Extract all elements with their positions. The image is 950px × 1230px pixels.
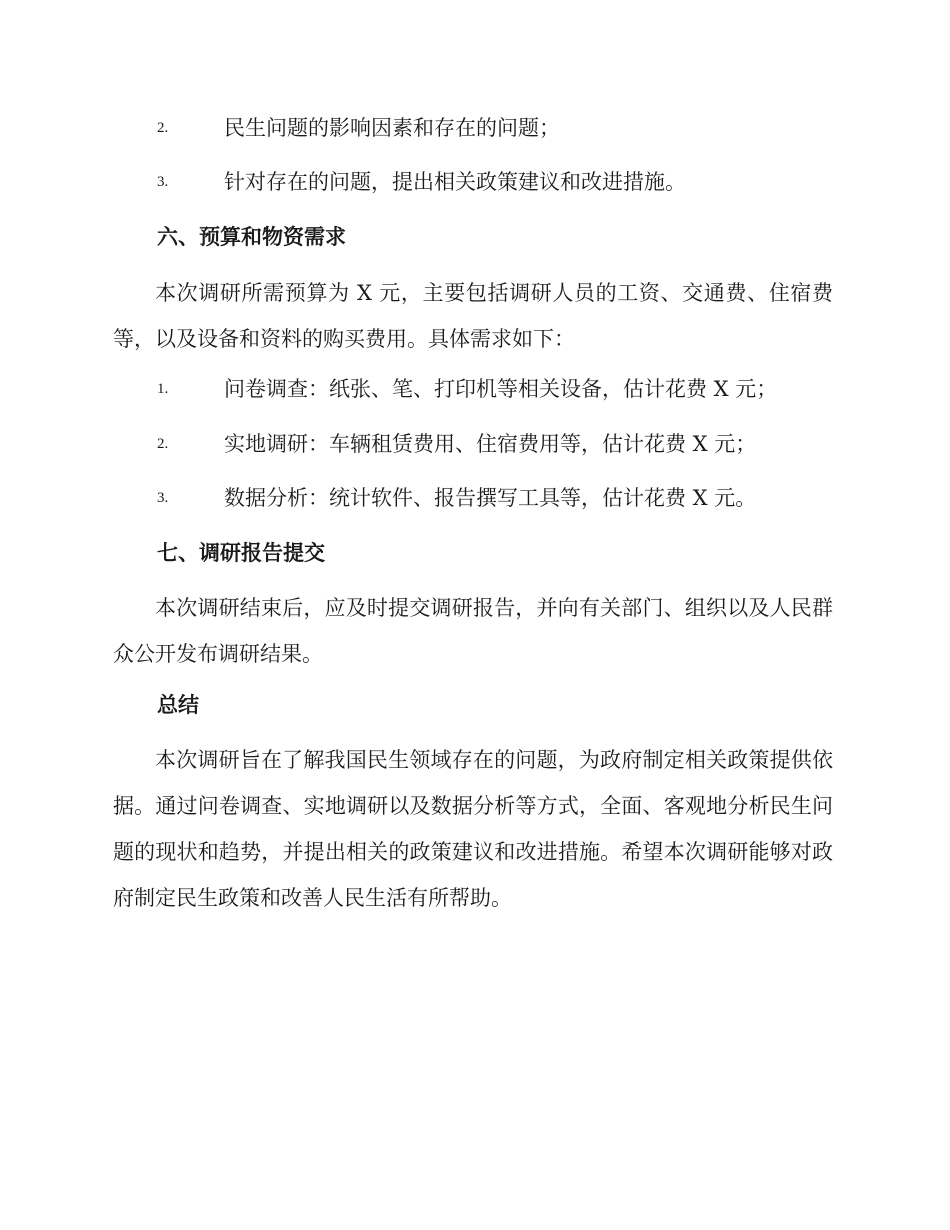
summary-paragraph: 本次调研旨在了解我国民生领域存在的问题，为政府制定相关政策提供依据。通过问卷调查、实地调研以及数据分析等方式，全面、客观地分析民生问题的现状和趋势，并提出相关的政策建议和改进措施。希望本次调研能够对政府制定民生政策和改善人民生活有所帮助。 <box>113 748 833 910</box>
list-item: 民生问题的影响因素和存在的问题； <box>224 116 560 140</box>
list-item: 针对存在的问题，提出相关政策建议和改进措施。 <box>224 170 686 194</box>
list-item: 实地调研：车辆租赁费用、住宿费用等，估计花费 X 元； <box>224 432 757 456</box>
section-heading-report: 七、调研报告提交 <box>157 541 325 565</box>
section-heading-summary: 总结 <box>157 693 199 717</box>
list-number: 3. <box>157 174 169 190</box>
list-number: 2. <box>157 436 169 452</box>
report-paragraph: 本次调研结束后，应及时提交调研报告，并向有关部门、组织以及人民群众公开发布调研结果。 <box>113 596 833 666</box>
budget-paragraph: 本次调研所需预算为 X 元，主要包括调研人员的工资、交通费、住宿费等，以及设备和资料的购买费用。具体需求如下： <box>113 281 833 351</box>
list-number: 2. <box>157 120 169 136</box>
list-number: 3. <box>157 490 169 506</box>
section-heading-budget: 六、预算和物资需求 <box>157 225 346 249</box>
list-item: 问卷调查：纸张、笔、打印机等相关设备，估计花费 X 元； <box>224 377 778 401</box>
list-number: 1. <box>157 381 169 397</box>
list-item: 数据分析：统计软件、报告撰写工具等，估计花费 X 元。 <box>224 486 757 510</box>
